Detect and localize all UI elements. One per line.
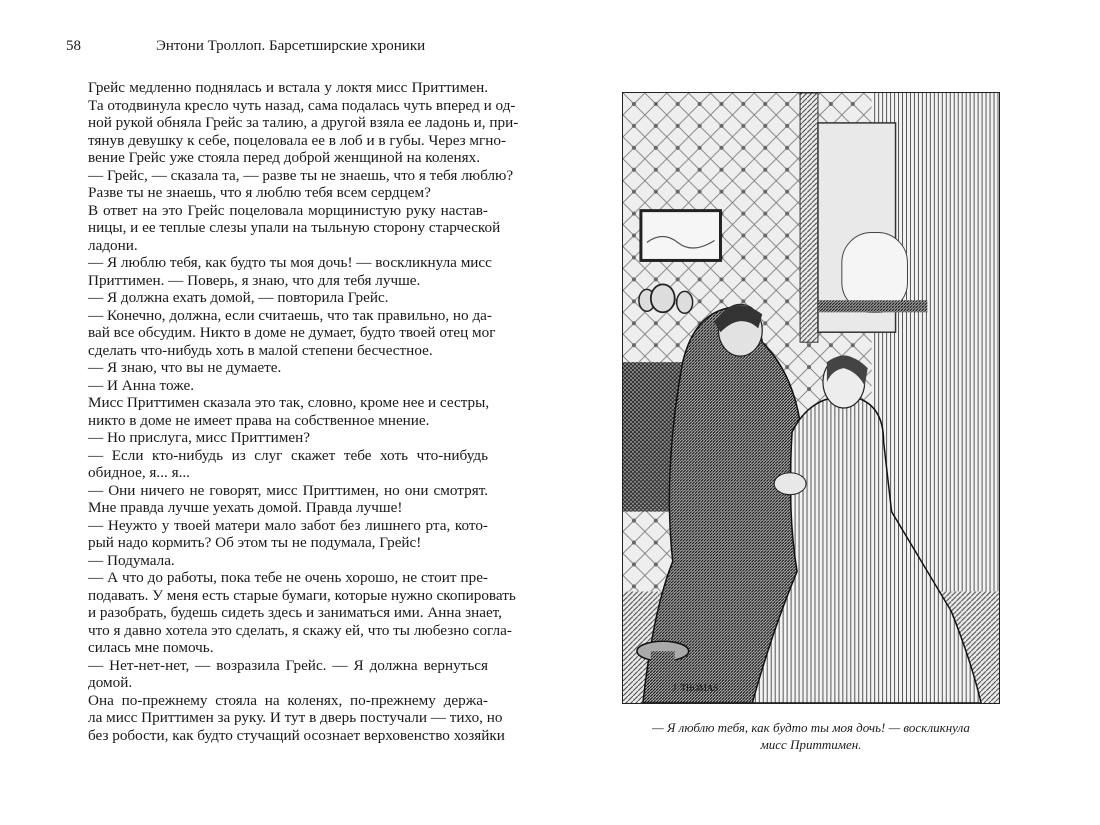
running-title: Энтони Троллоп. Барсетширские хроники: [156, 38, 426, 54]
text-line: — Грейс, — сказала та, — разве ты не знаешь, что я тебя люблю?: [88, 166, 514, 184]
text-line: Мне правда лучше уехать домой. Правда лучше!: [88, 499, 403, 516]
text-line: — И Анна тоже.: [88, 376, 194, 394]
body-text: [88, 79, 519, 744]
text-line: Та отодвинула кресло чуть назад, сама подалась чуть вперед и од-: [88, 96, 516, 114]
text-line: Приттимен. — Поверь, я знаю, что для тебя лучше.: [88, 271, 421, 289]
text-line: В ответ на это Грейс поцеловала морщинистую руку настав-: [88, 201, 488, 219]
text-line: — Я знаю, что вы не думаете.: [88, 359, 282, 376]
text-line: — Они ничего не говорят, мисс Приттимен, но они смотрят.: [88, 481, 488, 499]
text-line: и разобрать, будешь сидеть здесь и заниматься ими. Анна знает,: [88, 604, 502, 621]
text-line: — Нет-нет-нет, — возразила Грейс. — Я должна вернуться: [88, 656, 488, 674]
engraving-drawing: [623, 93, 999, 703]
engraver-signature: J. THOMAS: [672, 683, 719, 694]
text-line: Грейс медленно поднялась и встала у локтя мисс Приттимен.: [88, 79, 488, 96]
running-head: [66, 38, 425, 55]
text-line: рый надо кормить? Об этом ты не подумала, Грейс!: [88, 534, 422, 551]
caption-line-1: — Я люблю тебя, как будто ты моя дочь! — воскликнула: [652, 720, 970, 735]
page-number: 58: [66, 38, 81, 54]
text-line: вай все обсудим. Никто в доме не думает, будто твоей отец мог: [88, 324, 496, 341]
text-line: — Подумала.: [88, 551, 175, 569]
text-line: — Но прислуга, мисс Приттимен?: [88, 429, 310, 446]
text-line: силась мне помочь.: [88, 639, 214, 656]
text-line: Мисс Приттимен сказала это так, словно, кроме нее и сестры,: [88, 394, 490, 411]
text-line: — Конечно, должна, если считаешь, что так правильно, но да-: [88, 306, 492, 324]
text-line: ницы, и ее теплые слезы упали на тыльную сторону старческой: [88, 219, 501, 236]
text-line: Она по-прежнему стояла на коленях, по-прежнему держа-: [88, 691, 488, 709]
engraving-illustration: [622, 92, 1000, 704]
text-line: — Я должна ехать домой, — повторила Грейс.: [88, 289, 389, 306]
illustration-caption: [622, 719, 1000, 753]
text-line: вение Грейс уже стояла перед доброй женщиной на коленях.: [88, 149, 481, 166]
text-line: домой.: [88, 674, 133, 691]
text-line: — Неужто у твоей матери мало забот без лишнего рта, кото-: [88, 516, 488, 534]
text-line: подавать. У меня есть старые бумаги, которые нужно скопировать: [88, 586, 516, 604]
text-line: — Если кто-нибудь из слуг скажет тебе хоть что-нибудь: [88, 446, 488, 464]
caption-line-2: мисс Приттимен.: [760, 737, 862, 752]
text-line: — А что до работы, пока тебе не очень хорошо, не стоит пре-: [88, 569, 488, 586]
text-line: что я давно хотела это сделать, я скажу ей, что ты любезно согла-: [88, 621, 512, 639]
text-line: Разве ты не знаешь, что я люблю тебя всем сердцем?: [88, 184, 431, 201]
text-line: ладони.: [88, 236, 138, 254]
text-line: сделать что-нибудь хоть в малой степени бесчестное.: [88, 341, 433, 359]
text-line: ла мисс Приттимен за руку. И тут в дверь постучали — тихо, но: [88, 709, 503, 726]
text-line: никто в доме не имеет права на собственное мнение.: [88, 411, 430, 429]
text-line: ной рукой обняла Грейс за талию, а другой взяла ее ладонь и, при-: [88, 114, 519, 131]
text-line: тянув девушку к себе, поцеловала ее в лоб и в губы. Через мгно-: [88, 131, 507, 149]
text-line: — Я люблю тебя, как будто ты моя дочь! — воскликнула мисс: [88, 254, 492, 271]
text-line: без робости, как будто стучащий осознает верховенство хозяйки: [88, 726, 505, 744]
text-line: обидное, я... я...: [88, 464, 190, 481]
